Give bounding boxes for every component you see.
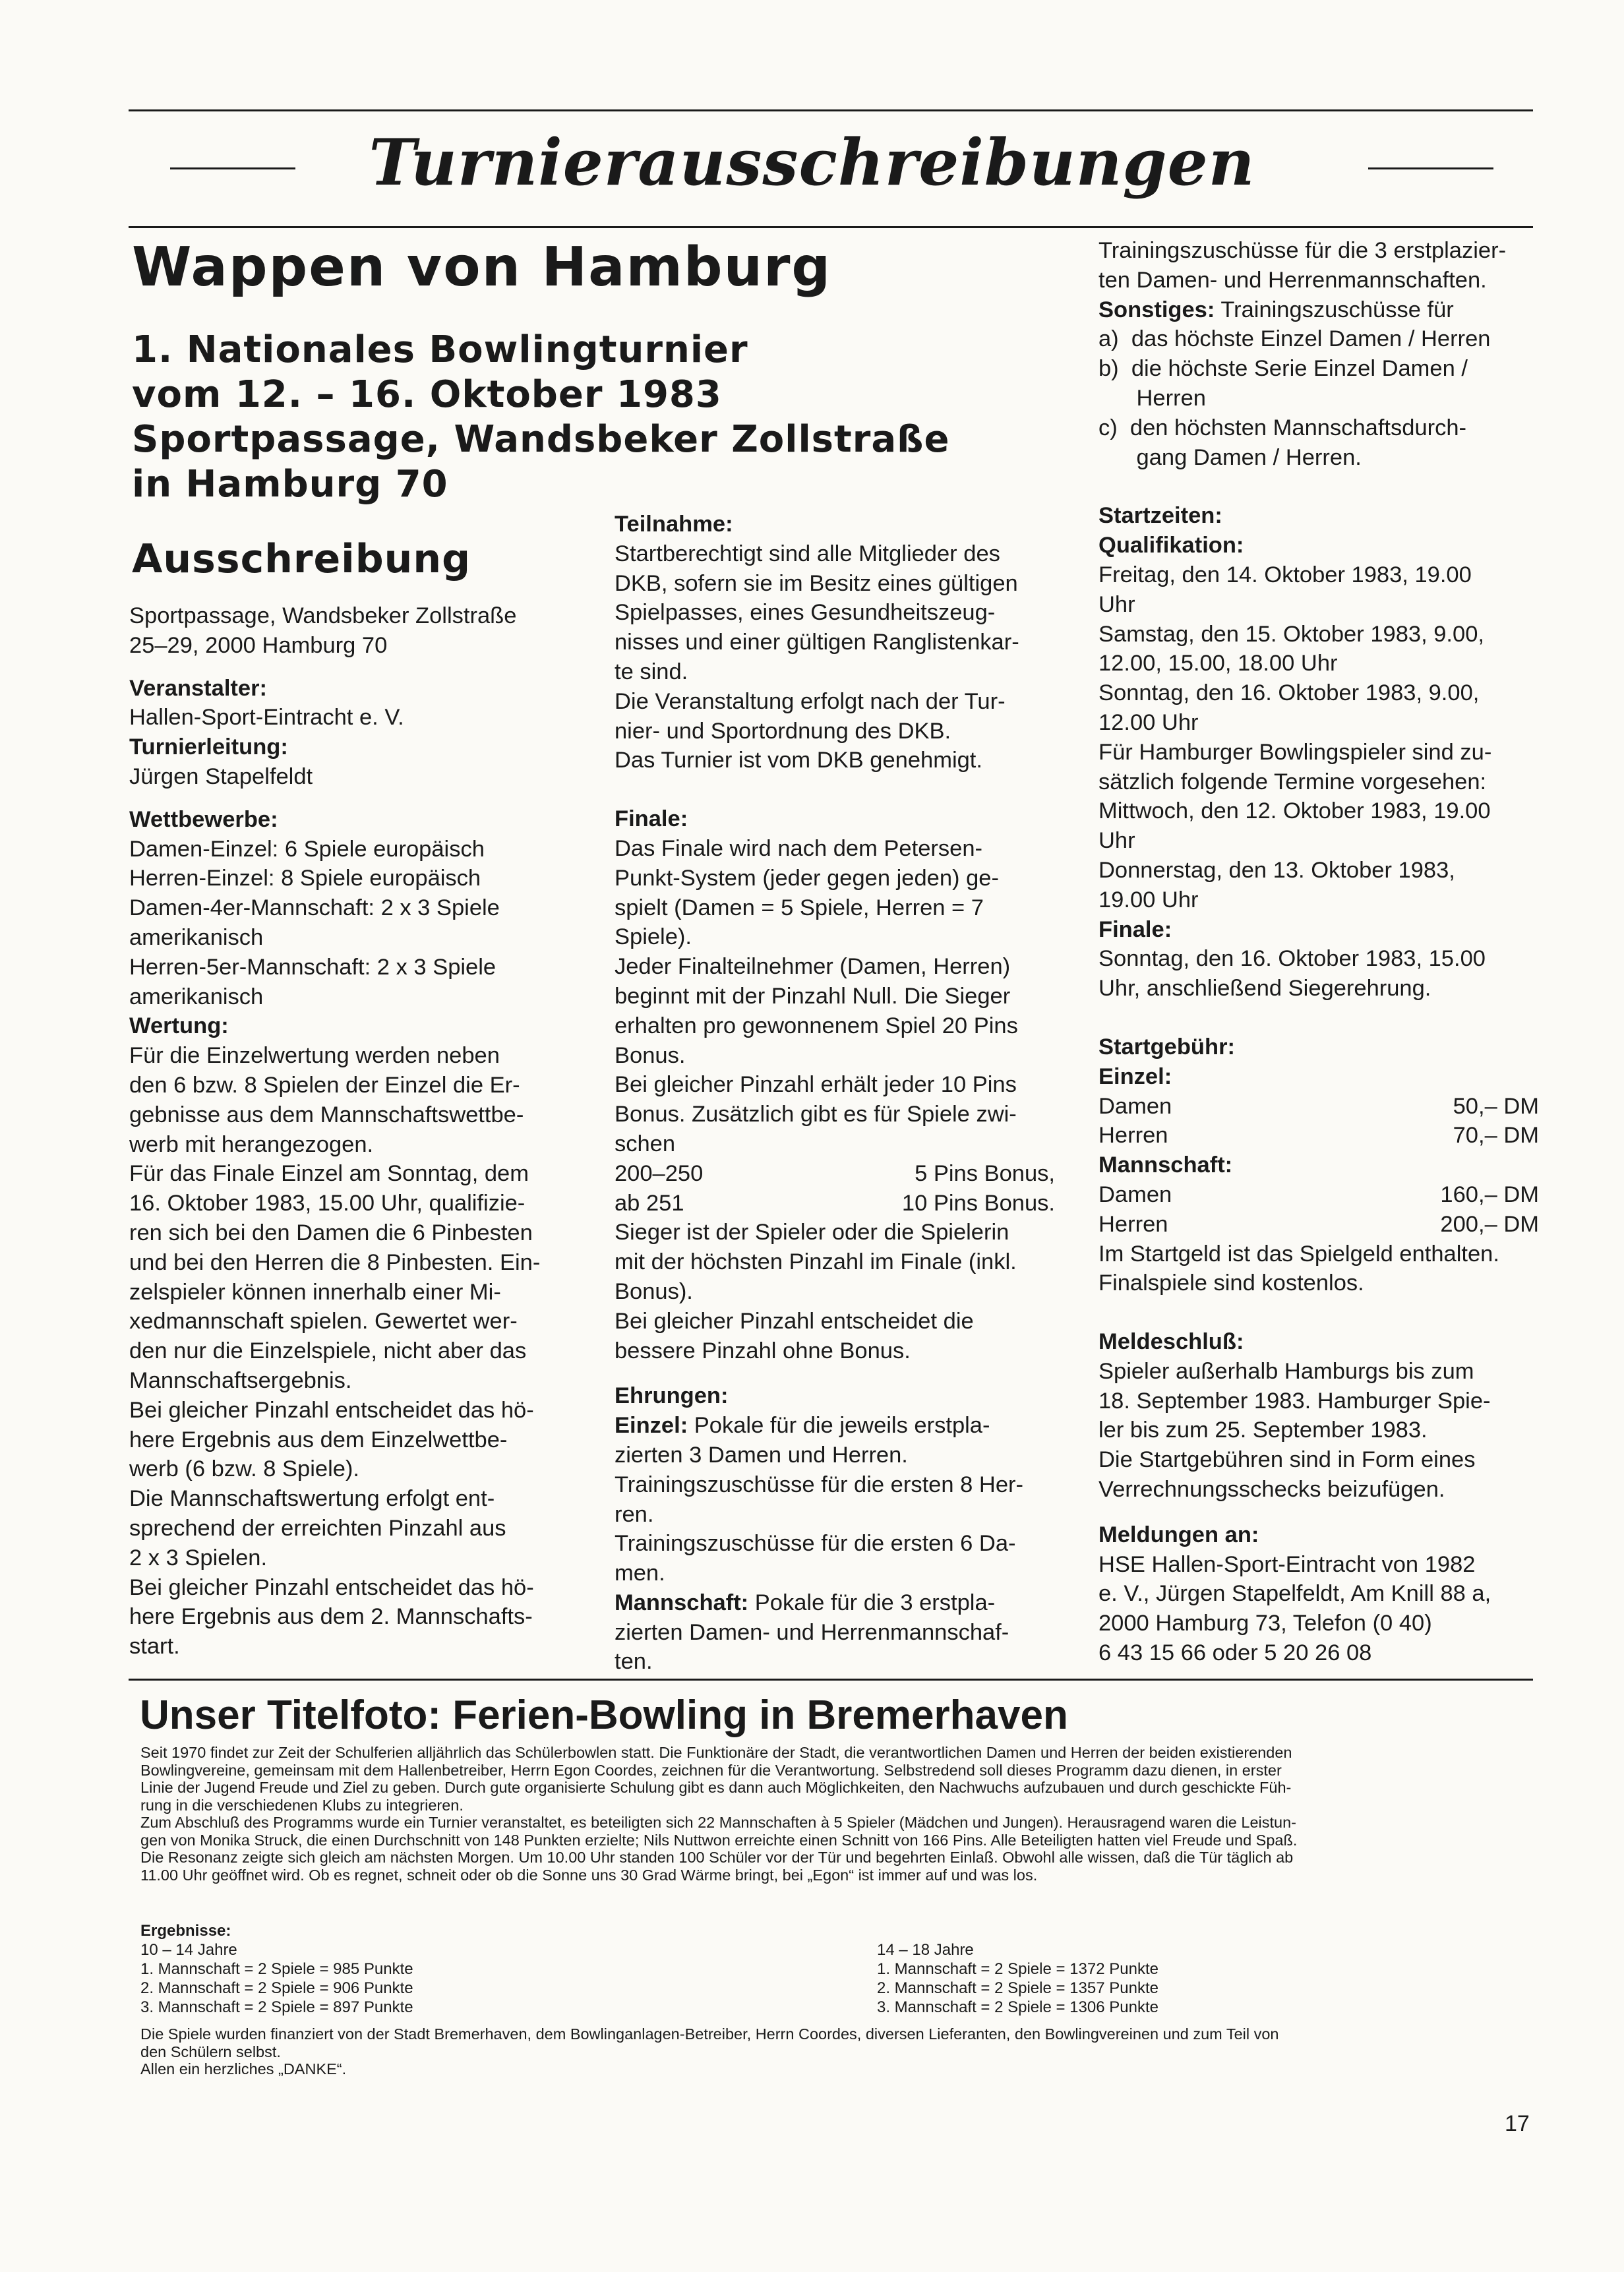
fee-row — [1098, 1210, 1539, 1240]
wertung-line: ren sich bei den Damen die 6 Pinbesten — [129, 1220, 533, 1245]
fee-amount: 70,– DM — [1453, 1123, 1539, 1149]
meldeschluss-line: Die Startgebühren sind in Form eines — [1098, 1447, 1476, 1473]
wettbewerbe-line: amerikanisch — [129, 984, 264, 1009]
qualifikation-line: Donnerstag, den 13. Oktober 1983, — [1098, 857, 1455, 883]
wertung-line: Bei gleicher Pinzahl entscheidet das hö- — [129, 1574, 534, 1600]
finale-label: Finale: — [1098, 916, 1172, 942]
sonstiges-label: Sonstiges: — [1098, 297, 1215, 322]
finale-label: Finale: — [615, 806, 688, 832]
location-line: 25–29, 2000 Hamburg 70 — [129, 632, 388, 658]
closing-line: Allen ein herzliches „DANKE“. — [140, 2060, 347, 2078]
finale-line: Jeder Finalteilnehmer (Damen, Herren) — [615, 954, 1011, 980]
sonstiges-line — [1098, 295, 1539, 325]
finale-line: Sieger ist der Spieler oder die Spielerin — [615, 1220, 1009, 1245]
einzel-label: Einzel: — [1098, 1063, 1172, 1089]
bottom-section-rule — [129, 1679, 1533, 1681]
page-number: 17 — [1505, 2111, 1530, 2136]
fee-who: Damen — [1098, 1093, 1172, 1119]
wertung-line: werb mit herangezogen. — [129, 1131, 374, 1157]
einzel-line: men. — [615, 1561, 665, 1586]
wertung-line: sprechend der erreichten Pinzahl aus — [129, 1515, 506, 1541]
teilnahme-line: nier- und Sportordnung des DKB. — [615, 718, 951, 744]
wertung-line: den 6 bzw. 8 Spielen der Einzel die Er- — [129, 1072, 520, 1098]
closing-line: Die Spiele wurden finanziert von der Stadt Bremerhaven, dem Bowlinganlagen-Betreiber, Herrn Coordes, diversen Lieferanten, den Bowlingvereinen und zum Teil von — [140, 2025, 1279, 2043]
finale-line: Bonus. — [615, 1042, 686, 1068]
veranstalter-label: Veranstalter: — [129, 675, 268, 701]
bonus-value: 5 Pins Bonus, — [915, 1160, 1055, 1186]
startzeiten-label: Startzeiten: — [1098, 503, 1222, 529]
result-row: 3. Mannschaft = 2 Spiele = 1306 Punkte — [877, 1998, 1158, 2016]
result-row: 1. Mannschaft = 2 Spiele = 1372 Punkte — [877, 1960, 1158, 1978]
einzel-text: Pokale für die jeweils erstpla- — [688, 1413, 990, 1439]
paragraph-line: Die Resonanz zeigte sich gleich am nächsten Morgen. Um 10.00 Uhr standen 100 Schüler vor der Tür und begehrten Einlaß. Obwohl alle wissen, daß die Tür täglich ab — [140, 1849, 1294, 1866]
wertung-line: here Ergebnis aus dem Einzelwettbe- — [129, 1427, 508, 1452]
finale-line: erhalten pro gewonnenem Spiel 20 Pins — [615, 1013, 1018, 1038]
wettbewerbe-line: Damen-4er-Mannschaft: 2 x 3 Spiele — [129, 895, 500, 921]
startgebuehr-label: Startgebühr: — [1098, 1034, 1235, 1060]
finale-line: schen — [615, 1131, 676, 1156]
wertung-line: und bei den Herren die 8 Pinbesten. Ein- — [129, 1249, 541, 1275]
qualifikation-line: Uhr — [1098, 591, 1135, 617]
wertung-line: gebnisse aus dem Mannschaftswettbe- — [129, 1102, 524, 1127]
finale-line: Bonus). — [615, 1278, 693, 1304]
paragraph-line: Bowlingvereine, gemeinsam mit dem Hallenbetreiber, Herrn Egon Coordes, zeichnen für die Verantwortung. Selbstredend soll dieses Programm dazu dienen, in erster — [140, 1761, 1282, 1779]
sonstiges-item: c) den höchsten Mannschaftsdurch- — [1098, 415, 1467, 440]
bonus-row — [615, 1159, 1055, 1189]
qualifikation-line: sätzlich folgende Termine vorgesehen: — [1098, 769, 1487, 794]
wertung-line: here Ergebnis aus dem 2. Mannschafts- — [129, 1604, 533, 1630]
mannschaft-label: Mannschaft: — [615, 1590, 749, 1615]
group-title: 14 – 18 Jahre — [877, 1941, 974, 1959]
ergebnisse-group-2 — [877, 1940, 1158, 2017]
meldeschluss-line: Spieler außerhalb Hamburgs bis zum — [1098, 1358, 1474, 1384]
teilnahme-line: Startberechtigt sind alle Mitglieder des — [615, 541, 1000, 566]
result-row: 2. Mannschaft = 2 Spiele = 906 Punkte — [140, 1979, 413, 1997]
closing-line: den Schülern selbst. — [140, 2043, 281, 2060]
teilnahme-line: te sind. — [615, 659, 688, 684]
wertung-line: Für die Einzelwertung werden neben — [129, 1043, 500, 1069]
finale-line: Spiele). — [615, 924, 692, 950]
subtitle-line: vom 12. – 16. Oktober 1983 — [132, 373, 722, 416]
einzel-line: Trainingszuschüsse für die ersten 6 Da- — [615, 1531, 1016, 1557]
paragraph-line: rung in die verschiedenen Klubs zu integrieren. — [140, 1796, 464, 1814]
meldeschluss-label: Meldeschluß: — [1098, 1329, 1244, 1355]
qualifikation-line: Für Hamburger Bowlingspieler sind zu- — [1098, 739, 1492, 765]
qualifikation-line: 12.00, 15.00, 18.00 Uhr — [1098, 651, 1338, 676]
wettbewerbe-line: amerikanisch — [129, 924, 264, 950]
turnierleitung-label: Turnierleitung: — [129, 734, 288, 760]
sonstiges-item: gang Damen / Herren. — [1098, 444, 1362, 470]
sonstiges-item: Herren — [1098, 385, 1206, 411]
wertung-line: start. — [129, 1634, 180, 1659]
teilnahme-label: Teilnahme: — [615, 512, 733, 537]
banner-bottom-rule — [129, 226, 1533, 228]
finale-line: spielt (Damen = 5 Spiele, Herren = 7 — [615, 895, 984, 920]
mannschaft-line — [615, 1588, 1055, 1618]
subtitle-line: in Hamburg 70 — [132, 463, 448, 506]
subtitle-line: 1. Nationales Bowlingturnier — [132, 328, 748, 371]
einzel-label: Einzel: — [615, 1413, 688, 1439]
teilnahme-line: Spielpasses, eines Gesundheitszeug- — [615, 600, 996, 626]
finale-line: mit der höchsten Pinzahl im Finale (inkl. — [615, 1249, 1017, 1275]
col3-line: ten Damen- und Herrenmannschaften. — [1098, 267, 1487, 293]
wettbewerbe-line: Damen-Einzel: 6 Spiele europäisch — [129, 836, 485, 862]
wertung-line: xedmannschaft spielen. Gewertet wer- — [129, 1309, 518, 1334]
qualifikation-line: Uhr — [1098, 828, 1135, 854]
einzel-line: zierten 3 Damen und Herren. — [615, 1442, 908, 1468]
meldungen-line: 2000 Hamburg 73, Telefon (0 40) — [1098, 1611, 1432, 1636]
meldungen-label: Meldungen an: — [1098, 1522, 1259, 1547]
turnierleitung-value: Jürgen Stapelfeldt — [129, 763, 313, 789]
finale-line: Bonus. Zusätzlich gibt es für Spiele zwi- — [615, 1102, 1017, 1127]
ergebnisse-label: Ergebnisse: — [140, 1922, 231, 1940]
result-row: 2. Mannschaft = 2 Spiele = 1357 Punkte — [877, 1979, 1158, 1997]
wertung-label: Wertung: — [129, 1013, 229, 1039]
teilnahme-line: Das Turnier ist vom DKB genehmigt. — [615, 748, 982, 773]
ausschreibung-heading: Ausschreibung — [132, 536, 471, 582]
column-3 — [1098, 236, 1539, 1668]
wertung-line: zelspieler können innerhalb einer Mi- — [129, 1279, 501, 1305]
einzel-line: Trainingszuschüsse für die ersten 8 Her- — [615, 1472, 1023, 1497]
fee-who: Herren — [1098, 1123, 1168, 1149]
meldeschluss-line: Verrechnungsschecks beizufügen. — [1098, 1477, 1445, 1503]
top-rule — [129, 109, 1533, 111]
column-2 — [615, 510, 1055, 1677]
bonus-row — [615, 1189, 1055, 1218]
location-line: Sportpassage, Wandsbeker Zollstraße — [129, 603, 517, 628]
finale-line: Bei gleicher Pinzahl erhält jeder 10 Pins — [615, 1072, 1017, 1098]
col3-line: Trainingszuschüsse für die 3 erstplazier- — [1098, 238, 1507, 263]
wettbewerbe-label: Wettbewerbe: — [129, 806, 278, 832]
qualifikation-line: Mittwoch, den 12. Oktober 1983, 19.00 — [1098, 798, 1491, 824]
fee-who: Herren — [1098, 1211, 1168, 1237]
sonstiges-item: a) das höchste Einzel Damen / Herren — [1098, 326, 1491, 352]
teilnahme-line: Die Veranstaltung erfolgt nach der Tur- — [615, 688, 1006, 714]
fee-note: Im Startgeld ist das Spielgeld enthalten. — [1098, 1241, 1499, 1267]
finale-line: Punkt-System (jeder gegen jeden) ge- — [615, 865, 999, 891]
fee-row — [1098, 1121, 1539, 1151]
finale-line: Sonntag, den 16. Oktober 1983, 15.00 — [1098, 946, 1486, 972]
finale-line: Uhr, anschließend Siegerehrung. — [1098, 976, 1431, 1001]
fee-amount: 50,– DM — [1453, 1093, 1539, 1119]
wertung-line: werb (6 bzw. 8 Spiele). — [129, 1456, 359, 1482]
titelfoto-title: Unser Titelfoto: Ferien-Bowling in Bremerhaven — [140, 1692, 1068, 1738]
einzel-line: ren. — [615, 1501, 654, 1527]
meldungen-line: HSE Hallen-Sport-Eintracht von 1982 — [1098, 1551, 1476, 1577]
fee-row — [1098, 1180, 1539, 1210]
wertung-line: Mannschaftsergebnis. — [129, 1367, 352, 1393]
mannschaft-label: Mannschaft: — [1098, 1152, 1233, 1178]
paragraph-line: gen von Monika Struck, die einen Durchschnitt von 148 Punkten erzielte; Nils Nuttwon erreichte einen Schnitt von 166 Pins. Alle Beteiligten hatten viel Freude und Spaß. — [140, 1831, 1298, 1849]
finale-line: bessere Pinzahl ohne Bonus. — [615, 1338, 911, 1363]
wertung-line: 16. Oktober 1983, 15.00 Uhr, qualifizie- — [129, 1191, 526, 1216]
ergebnisse-group-1 — [140, 1921, 413, 2017]
column-1 — [129, 601, 571, 1661]
teilnahme-line: DKB, sofern sie im Besitz eines gültigen — [615, 570, 1018, 596]
finale-line: beginnt mit der Pinzahl Null. Die Sieger — [615, 983, 1011, 1009]
paragraph-line: 11.00 Uhr geöffnet wird. Ob es regnet, schneit oder ob die Sonne uns 30 Grad Wärme bringt, bei „Egon“ ist immer auf und was los. — [140, 1866, 1038, 1884]
paragraph-line: Linie der Jugend Freude und Ziel zu geben. Durch gute organisierte Schulung gibt es dann auch Möglichkeiten, den Nachwuchs aufzubauen und durch geschickte Füh- — [140, 1779, 1292, 1796]
fee-amount: 200,– DM — [1440, 1211, 1539, 1237]
sonstiges-text: Trainingszuschüsse für — [1215, 297, 1454, 322]
wertung-line: Für das Finale Einzel am Sonntag, dem — [129, 1161, 529, 1187]
subtitle-line: Sportpassage, Wandsbeker Zollstraße — [132, 418, 950, 461]
finale-line: Bei gleicher Pinzahl entscheidet die — [615, 1308, 974, 1334]
result-row: 3. Mannschaft = 2 Spiele = 897 Punkte — [140, 1998, 413, 2016]
fee-who: Damen — [1098, 1181, 1172, 1207]
closing-paragraph — [140, 2025, 1538, 2078]
wertung-line: 2 x 3 Spielen. — [129, 1545, 268, 1570]
group-title: 10 – 14 Jahre — [140, 1941, 237, 1959]
qualifikation-line: Samstag, den 15. Oktober 1983, 9.00, — [1098, 621, 1484, 647]
meldungen-line: e. V., Jürgen Stapelfeldt, Am Knill 88 a, — [1098, 1581, 1491, 1607]
qualifikation-line: Sonntag, den 16. Oktober 1983, 9.00, — [1098, 680, 1480, 706]
wettbewerbe-line: Herren-5er-Mannschaft: 2 x 3 Spiele — [129, 954, 496, 980]
veranstalter-value: Hallen-Sport-Eintracht e. V. — [129, 705, 404, 731]
sonstiges-item: b) die höchste Serie Einzel Damen / — [1098, 356, 1468, 382]
meldeschluss-line: ler bis zum 25. September 1983. — [1098, 1418, 1428, 1443]
ehrungen-label: Ehrungen: — [615, 1383, 729, 1409]
paragraph-line: Zum Abschluß des Programms wurde ein Turnier veranstaltet, es beteiligten sich 22 Mannschaften à 5 Spieler (Mädchen und Jungen). Herausragend waren die Leistun- — [140, 1814, 1296, 1831]
wertung-line: den nur die Einzelspiele, nicht aber das — [129, 1338, 527, 1364]
fee-amount: 160,– DM — [1440, 1181, 1539, 1207]
qualifikation-line: 12.00 Uhr — [1098, 709, 1199, 735]
bonus-value: 10 Pins Bonus. — [901, 1190, 1055, 1216]
fee-row — [1098, 1092, 1539, 1121]
bonus-range: 200–250 — [615, 1160, 704, 1186]
teilnahme-line: nisses und einer gültigen Ranglistenkar- — [615, 630, 1019, 655]
meldungen-line: 6 43 15 66 oder 5 20 26 08 — [1098, 1640, 1372, 1666]
fee-note: Finalspiele sind kostenlos. — [1098, 1271, 1364, 1296]
paragraph-line: Seit 1970 findet zur Zeit der Schulferien alljährlich das Schülerbowlen statt. Die Funktionäre der Stadt, die verantwortlichen Damen und Herren der beiden existierenden — [140, 1744, 1292, 1761]
qualifikation-label: Qualifikation: — [1098, 533, 1244, 558]
mannschaft-line: ten. — [615, 1649, 653, 1675]
wettbewerbe-line: Herren-Einzel: 8 Spiele europäisch — [129, 866, 481, 891]
finale-line: Das Finale wird nach dem Petersen- — [615, 835, 982, 861]
wertung-line: Die Mannschaftswertung erfolgt ent- — [129, 1486, 495, 1512]
banner-rule-right — [1368, 167, 1493, 169]
main-title: Wappen von Hamburg — [132, 236, 832, 299]
subtitle — [132, 328, 949, 507]
titelfoto-paragraph — [140, 1744, 1538, 1884]
wertung-line: Bei gleicher Pinzahl entscheidet das hö- — [129, 1397, 534, 1423]
mannschaft-text: Pokale für die 3 erstpla- — [748, 1590, 996, 1615]
qualifikation-line: Freitag, den 14. Oktober 1983, 19.00 — [1098, 562, 1472, 587]
banner-title: Turnierausschreibungen — [369, 125, 1255, 200]
mannschaft-line: zierten Damen- und Herrenmannschaf- — [615, 1619, 1009, 1645]
qualifikation-line: 19.00 Uhr — [1098, 887, 1199, 912]
bonus-range: ab 251 — [615, 1190, 684, 1216]
einzel-line — [615, 1411, 1055, 1441]
result-row: 1. Mannschaft = 2 Spiele = 985 Punkte — [140, 1960, 413, 1978]
meldeschluss-line: 18. September 1983. Hamburger Spie- — [1098, 1388, 1491, 1414]
